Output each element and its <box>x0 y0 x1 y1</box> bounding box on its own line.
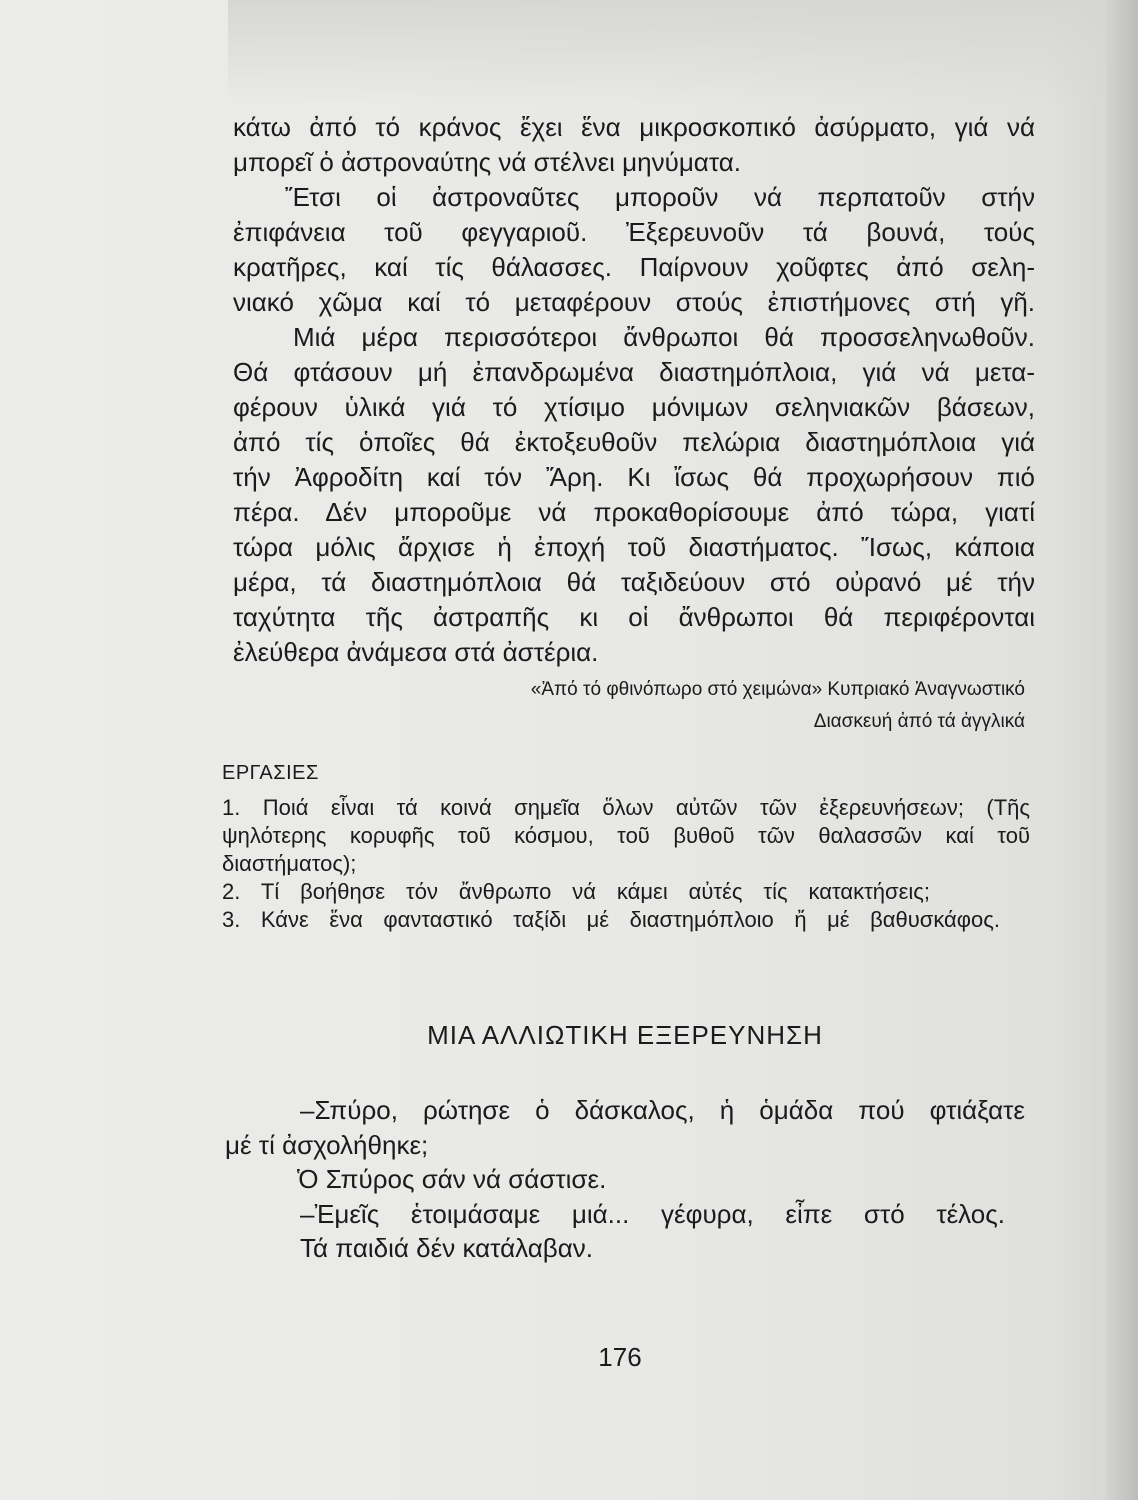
source-citation <box>305 674 1025 738</box>
body-line: τώρα μόλις ἄρχισε ἡ ἐποχή τοῦ διαστήματος. Ἴσως, κάποια <box>233 532 1035 562</box>
body-text <box>233 110 1035 670</box>
exercises-heading: ΕΡΓΑΣΙΕΣ <box>222 762 319 784</box>
body-line: τήν Ἀφροδίτη καί τόν Ἄρη. Κι ἴσως θά προχωρήσουν πιό <box>233 462 1035 492</box>
story-line: Τά παιδιά δέν κατάλαβαν. <box>300 1233 593 1263</box>
body-line: νιακό χῶμα καί τό μεταφέρουν στούς ἐπιστήμονες στή γῆ. <box>233 287 1035 317</box>
story-text <box>225 1093 1025 1266</box>
body-line: κρατῆρες, καί τίς θάλασσες. Παίρνουν χοῦφτες ἀπό σελη- <box>233 252 1035 282</box>
story-line: –Σπύρο, ρώτησε ὁ δάσκαλος, ἡ ὁμάδα πού φτιάξατε <box>300 1095 1025 1125</box>
body-line: Ἔτσι οἱ ἀστροναῦτες μποροῦν νά περπατοῦν στήν <box>285 182 1035 212</box>
body-line: ταχύτητα τῆς ἀστραπῆς κι οἱ ἄνθρωποι θά περιφέρονται <box>233 602 1035 632</box>
body-line: Θά φτάσουν μή ἐπανδρωμένα διαστημόπλοια, γιά νά μετα- <box>233 357 1035 387</box>
exercises-list <box>222 794 1030 934</box>
story-line: Ὁ Σπύρος σάν νά σάστισε. <box>297 1164 607 1194</box>
body-line: μπορεῖ ὁ ἀστροναύτης νά στέλνει μηνύματα. <box>233 147 741 177</box>
story-line: μέ τί ἀσχολήθηκε; <box>225 1129 429 1160</box>
source-adaptation: Διασκευή ἀπό τά ἀγγλικά <box>813 711 1025 732</box>
page-number: 176 <box>598 1342 642 1372</box>
scan-right-edge <box>1106 0 1138 1500</box>
body-line: κάτω ἀπό τό κράνος ἔχει ἕνα μικροσκοπικό ἀσύρματο, γιά νά <box>233 112 1035 142</box>
body-line: φέρουν ὑλικά γιά τό χτίσιμο μόνιμων σεληνιακῶν βάσεων, <box>233 392 1035 422</box>
story-title: ΜΙΑ ΑΛΛΙΩΤΙΚΗ ΕΞΕΡΕΥΝΗΣΗ <box>427 1020 823 1050</box>
body-line: ἐλεύθερα ἀνάμεσα στά ἀστέρια. <box>233 637 599 667</box>
body-line: Μιά μέρα περισσότεροι ἄνθρωποι θά προσσεληνωθοῦν. <box>293 322 1035 352</box>
exercise-line: 2. Τί βοήθησε τόν ἄνθρωπο νά κάμει αὐτές τίς κατακτήσεις; <box>222 879 930 904</box>
story-line: –Ἐμεῖς ἑτοιμάσαμε μιά... γέφυρα, εἶπε στό τέλος. <box>300 1198 1005 1229</box>
exercise-line: διαστήματος); <box>222 851 357 876</box>
exercise-line: ψηλότερης κορυφῆς τοῦ κόσμου, τοῦ βυθοῦ τῶν θαλασσῶν καί τοῦ <box>222 823 1030 848</box>
body-line: ἐπιφάνεια τοῦ φεγγαριοῦ. Ἐξερευνοῦν τά βουνά, τούς <box>233 217 1035 247</box>
scan-top-shadow <box>228 0 1110 105</box>
exercise-line: 1. Ποιά εἶναι τά κοινά σημεῖα ὅλων αὐτῶν τῶν ἐξερευνήσεων; (Τῆς <box>222 795 1030 820</box>
body-line: μέρα, τά διαστημόπλοια θά ταξιδεύουν στό οὐρανό μέ τήν <box>233 567 1035 597</box>
source-title: «Ἀπό τό φθινόπωρο στό χειμώνα» Κυπριακό Ἀναγνωστικό <box>530 679 1025 700</box>
body-line: ἀπό τίς ὁποῖες θά ἐκτοξευθοῦν πελώρια διαστημόπλοια γιά <box>233 427 1035 457</box>
exercise-line: 3. Κάνε ἕνα φανταστικό ταξίδι μέ διαστημόπλοιο ἤ μέ βαθυσκάφος. <box>222 907 1000 932</box>
body-line: πέρα. Δέν μποροῦμε νά προκαθορίσουμε ἀπό τώρα, γιατί <box>233 497 1035 527</box>
